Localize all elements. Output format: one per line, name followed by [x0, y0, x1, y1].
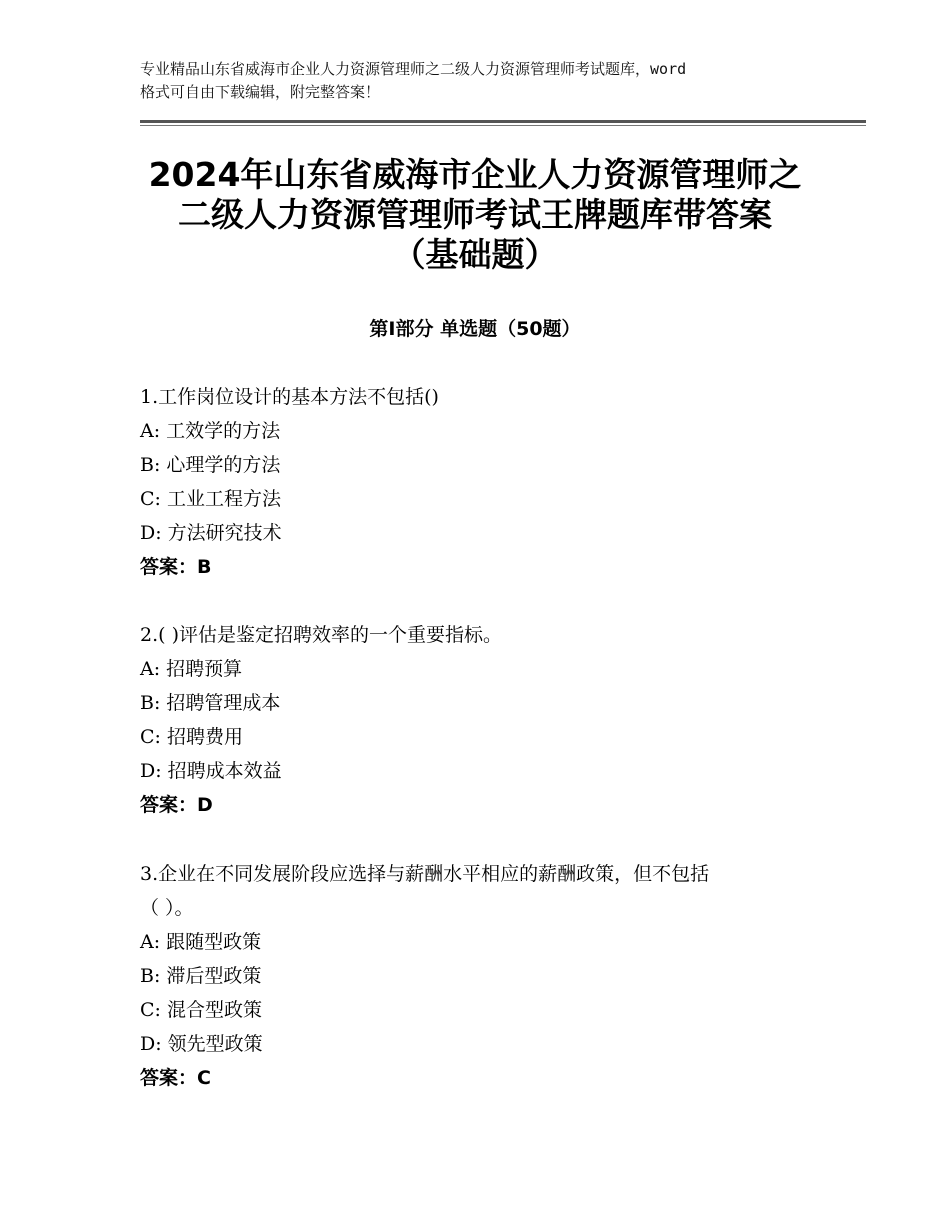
- option-b: B: 滞后型政策: [140, 965, 262, 987]
- question-stem: 2.( )评估是鉴定招聘效率的一个重要指标。: [140, 624, 502, 646]
- header-note-line: 专业精品山东省威海市企业人力资源管理师之二级人力资源管理师考试题库，word: [140, 60, 687, 78]
- header-divider-thin: [140, 125, 866, 126]
- document-title: [60, 155, 890, 275]
- answer-label: 答案：D: [140, 794, 213, 816]
- question-1: [140, 380, 840, 584]
- option-a: A: 工效学的方法: [140, 420, 281, 442]
- option-c: C: 工业工程方法: [140, 488, 281, 510]
- option-a: A: 招聘预算: [140, 658, 243, 680]
- question-stem-continued: （ ）。: [140, 897, 194, 919]
- question-3: [140, 857, 840, 1095]
- option-b: B: 心理学的方法: [140, 454, 281, 476]
- question-stem: 1.工作岗位设计的基本方法不包括(): [140, 386, 439, 408]
- option-c: C: 混合型政策: [140, 999, 262, 1021]
- question-stem: 3.企业在不同发展阶段应选择与薪酬水平相应的薪酬政策，但不包括: [140, 863, 710, 885]
- answer-label: 答案：C: [140, 1067, 211, 1089]
- title-line: （基础题）: [392, 235, 558, 274]
- question-2: [140, 618, 840, 822]
- section-heading: 第Ⅰ部分 单选题（50题）: [369, 318, 581, 340]
- title-line: 二级人力资源管理师考试王牌题库带答案: [178, 195, 772, 234]
- header-note: [140, 58, 820, 104]
- option-d: D: 方法研究技术: [140, 522, 282, 544]
- option-b: B: 招聘管理成本: [140, 692, 281, 714]
- option-d: D: 招聘成本效益: [140, 760, 282, 782]
- answer-label: 答案：B: [140, 556, 212, 578]
- title-line: 2024年山东省威海市企业人力资源管理师之: [148, 155, 802, 194]
- option-d: D: 领先型政策: [140, 1033, 263, 1055]
- header-divider: [140, 120, 866, 123]
- option-a: A: 跟随型政策: [140, 931, 262, 953]
- header-note-line: 格式可自由下载编辑，附完整答案！: [140, 83, 381, 101]
- option-c: C: 招聘费用: [140, 726, 243, 748]
